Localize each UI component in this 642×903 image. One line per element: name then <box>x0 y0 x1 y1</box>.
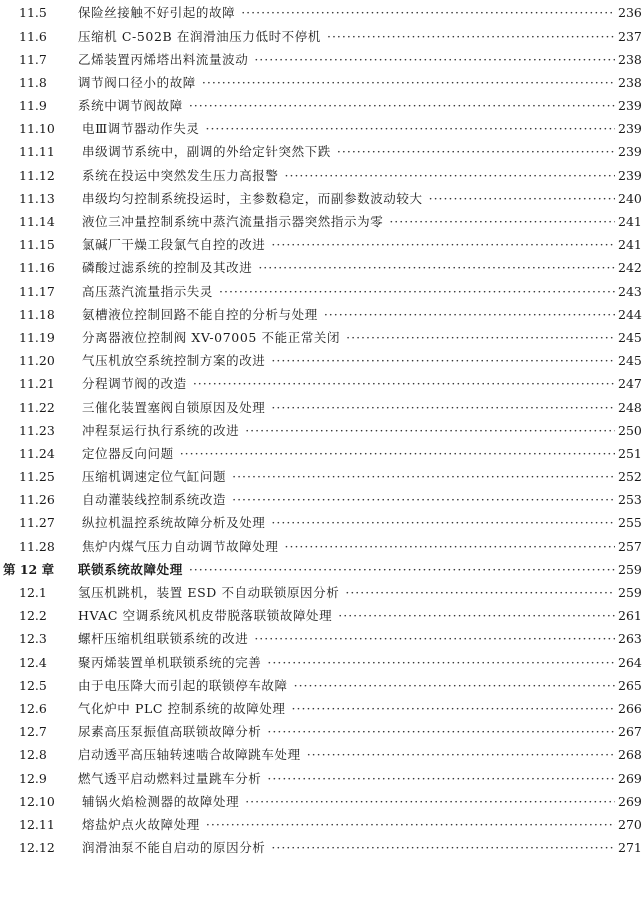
dot-leader <box>271 355 615 368</box>
toc-entry-page: 269 <box>618 793 642 809</box>
toc-entry-number: 12.5 <box>19 677 47 693</box>
toc-entry-title: 串级均匀控制系统投运时，主参数稳定，而副参数波动较大 <box>82 190 423 206</box>
toc-entry <box>0 466 642 489</box>
dot-leader <box>337 146 615 159</box>
toc-entry-page: 268 <box>618 747 642 763</box>
dot-leader <box>180 448 615 461</box>
dot-leader <box>267 657 615 670</box>
toc-entry-number: 11.19 <box>19 329 55 345</box>
toc-entry <box>0 790 642 813</box>
dot-leader <box>271 517 615 530</box>
toc-entry-number: 11.23 <box>19 422 55 438</box>
table-of-contents <box>0 2 642 860</box>
toc-entry-title: 纵拉机温控系统故障分析及处理 <box>82 515 266 531</box>
toc-entry-page: 263 <box>618 631 642 647</box>
toc-entry-page: 239 <box>618 121 642 137</box>
dot-leader <box>219 286 615 299</box>
toc-entry-page: 251 <box>618 445 642 461</box>
toc-entry-page: 259 <box>618 585 642 601</box>
toc-entry-title: 氢压机跳机，装置 ESD 不自动联锁原因分析 <box>78 585 340 601</box>
toc-entry-title: 乙烯装置丙烯塔出料流量波动 <box>78 51 249 67</box>
toc-entry-number: 11.5 <box>19 5 47 21</box>
toc-entry-title: 液位三冲量控制系统中蒸汽流量指示器突然指示为零 <box>82 214 384 230</box>
toc-entry-page: 237 <box>618 28 642 44</box>
toc-entry-number: 12.4 <box>19 654 47 670</box>
toc-entry-number: 11.17 <box>19 283 55 299</box>
toc-entry <box>0 628 642 651</box>
toc-entry-title: 启动透平高压轴转速啮合故障跳车处理 <box>78 747 301 763</box>
toc-entry-title: 气压机放空系统控制方案的改进 <box>82 353 266 369</box>
toc-entry-number: 11.10 <box>19 121 55 137</box>
toc-entry-number: 11.9 <box>19 98 47 114</box>
toc-entry <box>0 767 642 790</box>
toc-entry-page: 241 <box>618 214 642 230</box>
toc-entry-page: 240 <box>618 190 642 206</box>
dot-leader <box>202 77 615 90</box>
toc-entry-number: 11.22 <box>19 399 55 415</box>
toc-entry <box>0 25 642 48</box>
toc-entry-number: 11.8 <box>19 74 47 90</box>
toc-entry-number: 12.12 <box>19 840 55 856</box>
dot-leader <box>429 193 615 206</box>
toc-entry-title: 氯碱厂干燥工段氯气自控的改进 <box>82 237 266 253</box>
toc-entry-page: 270 <box>618 816 642 832</box>
toc-entry-title: 燃气透平启动燃料过量跳车分析 <box>78 770 262 786</box>
toc-entry-page: 247 <box>618 376 642 392</box>
toc-entry-page: 266 <box>618 700 642 716</box>
toc-entry-page: 239 <box>618 144 642 160</box>
dot-leader <box>258 262 615 275</box>
toc-entry-page: 253 <box>618 492 642 508</box>
toc-entry <box>0 512 642 535</box>
toc-entry-title: 压缩机调速定位气缸问题 <box>82 469 227 485</box>
dot-leader <box>206 819 615 832</box>
toc-entry-title: 聚丙烯装置单机联锁系统的完善 <box>78 654 262 670</box>
toc-entry-page: 238 <box>618 51 642 67</box>
toc-entry-page: 265 <box>618 677 642 693</box>
toc-entry-page: 271 <box>618 840 642 856</box>
toc-entry-page: 267 <box>618 724 642 740</box>
toc-entry-number: 11.20 <box>19 353 55 369</box>
toc-entry-title: 自动灌装线控制系统改造 <box>82 492 227 508</box>
toc-entry-title: 熔盐炉点火故障处理 <box>82 816 200 832</box>
toc-entry-page: 239 <box>618 167 642 183</box>
toc-entry <box>0 837 642 860</box>
toc-entry <box>0 118 642 141</box>
dot-leader <box>245 796 615 809</box>
toc-entry-title: 压缩机 C-502B 在润滑油压力低时不停机 <box>78 28 321 44</box>
dot-leader <box>346 332 615 345</box>
dot-leader <box>189 100 615 113</box>
toc-entry-number: 11.11 <box>19 144 55 160</box>
toc-entry-number: 11.16 <box>19 260 55 276</box>
toc-entry <box>0 721 642 744</box>
toc-entry-number: 11.18 <box>19 306 55 322</box>
toc-entry <box>0 582 642 605</box>
dot-leader <box>189 564 615 577</box>
toc-entry <box>0 211 642 234</box>
toc-entry <box>0 95 642 118</box>
toc-entry-title: 串级调节系统中，副调的外给定针突然下跌 <box>82 144 331 160</box>
dot-leader <box>285 170 615 183</box>
toc-entry-number: 11.24 <box>19 445 55 461</box>
toc-entry <box>0 257 642 280</box>
toc-entry-number: 11.7 <box>19 51 47 67</box>
dot-leader <box>254 54 615 67</box>
toc-entry <box>0 48 642 71</box>
dot-leader <box>245 425 615 438</box>
toc-entry-page: 250 <box>618 422 642 438</box>
toc-entry-page: 236 <box>618 5 642 21</box>
toc-entry <box>0 419 642 442</box>
toc-entry-title: 焦炉内煤气压力自动调节故障处理 <box>82 538 279 554</box>
toc-entry <box>0 188 642 211</box>
toc-entry <box>0 72 642 95</box>
dot-leader <box>267 726 615 739</box>
dot-leader <box>254 633 615 646</box>
toc-entry <box>0 744 642 767</box>
toc-entry-page: 248 <box>618 399 642 415</box>
toc-entry-page: 243 <box>618 283 642 299</box>
toc-entry <box>0 373 642 396</box>
dot-leader <box>294 680 615 693</box>
dot-leader <box>267 773 615 786</box>
toc-entry-title: 冲程泵运行执行系统的改进 <box>82 422 240 438</box>
toc-entry-page: 269 <box>618 770 642 786</box>
toc-entry-number: 11.14 <box>19 214 55 230</box>
toc-entry-title: 电Ⅲ调节器动作失灵 <box>82 121 200 137</box>
dot-leader <box>232 471 615 484</box>
toc-entry-number: 12.9 <box>19 770 47 786</box>
toc-entry <box>0 814 642 837</box>
toc-entry <box>0 164 642 187</box>
toc-entry <box>0 141 642 164</box>
toc-entry-title: 螺杆压缩机组联锁系统的改进 <box>78 631 249 647</box>
toc-entry-title: 分程调节阀的改造 <box>82 376 187 392</box>
dot-leader <box>307 749 615 762</box>
toc-entry <box>0 698 642 721</box>
toc-entry <box>0 489 642 512</box>
dot-leader <box>232 494 615 507</box>
toc-entry-number: 11.6 <box>19 28 47 44</box>
dot-leader <box>193 378 615 391</box>
toc-entry-page: 264 <box>618 654 642 670</box>
toc-entry-number: 11.15 <box>19 237 55 253</box>
toc-entry <box>0 2 642 25</box>
toc-entry <box>0 303 642 326</box>
toc-entry <box>0 280 642 303</box>
toc-entry-page: 255 <box>618 515 642 531</box>
toc-entry-page: 242 <box>618 260 642 276</box>
toc-entry-number: 11.26 <box>19 492 55 508</box>
dot-leader <box>324 309 615 322</box>
toc-entry-number: 11.21 <box>19 376 55 392</box>
dot-leader <box>271 842 615 855</box>
toc-entry-page: 259 <box>618 561 642 577</box>
toc-entry-title: 分离器液位控制阀 XV-07005 不能正常关闭 <box>82 329 341 345</box>
toc-entry-title: 氨槽液位控制回路不能自控的分析与处理 <box>82 306 318 322</box>
dot-leader <box>327 31 615 44</box>
toc-entry-number: 12.1 <box>19 585 47 601</box>
dot-leader <box>205 123 615 136</box>
toc-entry-title: 尿素高压泵振值高联锁故障分析 <box>78 724 262 740</box>
toc-entry-number: 12.10 <box>19 793 55 809</box>
dot-leader <box>285 541 615 554</box>
toc-entry-page: 261 <box>618 608 642 624</box>
toc-entry-title: 定位器反向问题 <box>82 445 174 461</box>
toc-entry-title: 系统中调节阀故障 <box>78 98 183 114</box>
toc-entry-number: 11.13 <box>19 190 55 206</box>
toc-entry <box>0 535 642 558</box>
toc-entry-title: 三催化装置塞阀自锁原因及处理 <box>82 399 266 415</box>
toc-entry-page: 244 <box>618 306 642 322</box>
toc-entry-number: 12.2 <box>19 608 47 624</box>
toc-entry-title: HVAC 空调系统风机皮带脱落联锁故障处理 <box>78 608 333 624</box>
toc-entry-title: 调节阀口径小的故障 <box>78 74 196 90</box>
toc-entry-number: 12.3 <box>19 631 47 647</box>
toc-entry-title: 磷酸过滤系统的控制及其改进 <box>82 260 253 276</box>
dot-leader <box>271 239 615 252</box>
toc-entry-number: 12.8 <box>19 747 47 763</box>
toc-entry <box>0 327 642 350</box>
toc-entry-title: 高压蒸汽流量指示失灵 <box>82 283 214 299</box>
toc-entry-title: 由于电压降大而引起的联锁停车故障 <box>78 677 288 693</box>
dot-leader <box>241 7 615 20</box>
toc-entry-number: 12.7 <box>19 724 47 740</box>
toc-entry <box>0 350 642 373</box>
toc-entry-number: 12.11 <box>19 816 55 832</box>
dot-leader <box>345 587 615 600</box>
toc-entry-title: 润滑油泵不能自启动的原因分析 <box>82 840 266 856</box>
toc-entry <box>0 396 642 419</box>
dot-leader <box>271 402 615 415</box>
toc-entry-page: 257 <box>618 538 642 554</box>
toc-entry-page: 252 <box>618 469 642 485</box>
toc-entry-number: 11.27 <box>19 515 55 531</box>
toc-entry-title: 保险丝接触不好引起的故障 <box>78 5 236 21</box>
toc-chapter-heading <box>0 559 642 582</box>
toc-entry-page: 238 <box>618 74 642 90</box>
toc-entry-title: 气化炉中 PLC 控制系统的故障处理 <box>78 700 286 716</box>
toc-entry-title: 联锁系统故障处理 <box>78 561 183 577</box>
toc-entry-page: 241 <box>618 237 642 253</box>
toc-entry-number: 第 12 章 <box>3 561 55 577</box>
toc-entry <box>0 605 642 628</box>
toc-entry <box>0 234 642 257</box>
toc-entry <box>0 443 642 466</box>
toc-entry-page: 245 <box>618 329 642 345</box>
toc-entry-page: 245 <box>618 353 642 369</box>
toc-entry-number: 11.28 <box>19 538 55 554</box>
dot-leader <box>389 216 615 229</box>
toc-entry-title: 辅锅火焰检测器的故障处理 <box>82 793 240 809</box>
dot-leader <box>292 703 615 716</box>
toc-entry <box>0 651 642 674</box>
toc-entry-title: 系统在投运中突然发生压力高报警 <box>82 167 279 183</box>
toc-entry-page: 239 <box>618 98 642 114</box>
toc-entry-number: 12.6 <box>19 700 47 716</box>
dot-leader <box>338 610 615 623</box>
toc-entry <box>0 674 642 697</box>
toc-entry-number: 11.12 <box>19 167 55 183</box>
toc-entry-number: 11.25 <box>19 469 55 485</box>
